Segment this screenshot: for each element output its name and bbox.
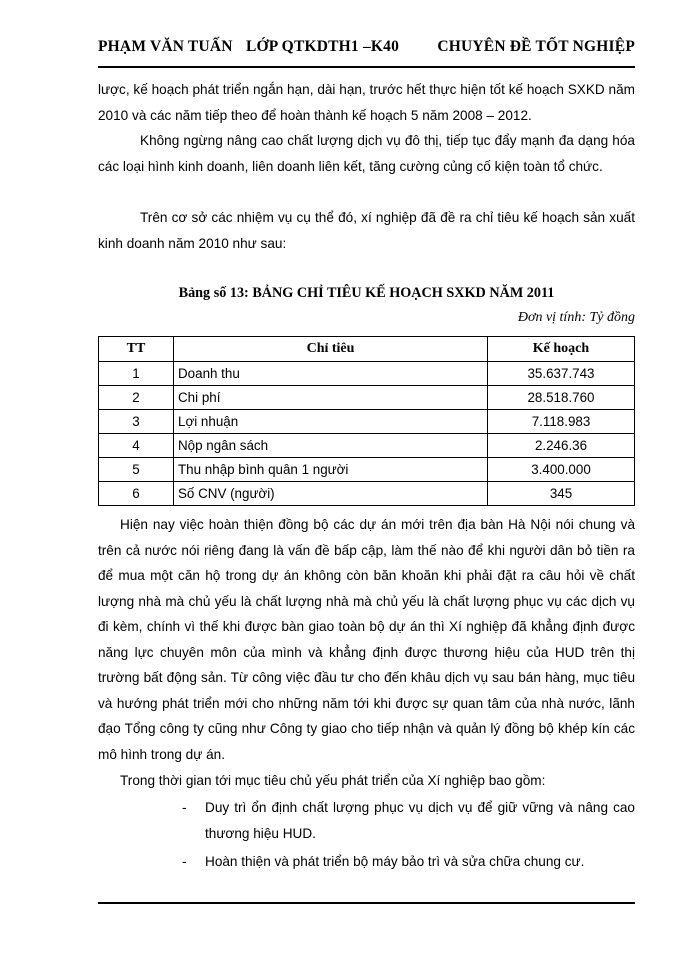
row-value: 3.400.000 [488, 458, 635, 482]
paragraph-1: lược, kế hoạch phát triển ngắn hạn, dài hạn, trước hết thực hiện tốt kế hoạch SXKD năm 2010 và các năm tiếp theo để hoàn thành kế hoạch 5 năm 2008 – 2012. [98, 82, 635, 123]
row-name: Chi phí [174, 386, 488, 410]
bullet-item-1 [98, 795, 635, 847]
bullet-text: Duy trì ổn định chất lượng phục vụ dịch vụ để giữ vững và nâng cao thương hiệu HUD. [205, 800, 635, 841]
table-row [99, 410, 635, 434]
row-value: 345 [488, 482, 635, 506]
header-doc-type: CHUYÊN ĐỀ TỐT NGHIỆP [437, 38, 635, 55]
table-row [99, 482, 635, 506]
bullet-dash: - [182, 854, 187, 869]
footer-rule [98, 902, 635, 904]
row-value: 35.637.743 [488, 362, 635, 386]
bullet-text: Hoàn thiện và phát triển bộ máy bảo trì và sửa chữa chung cư. [205, 854, 585, 869]
header-tt: TT [99, 337, 174, 362]
paragraph-3: Trên cơ sở các nhiệm vụ cụ thể đó, xí nghiệp đã đề ra chỉ tiêu kế hoạch sản xuất kinh doanh năm 2010 như sau: [98, 210, 635, 251]
table-row [99, 434, 635, 458]
page-header [98, 38, 635, 66]
header-chi-tieu: Chỉ tiêu [174, 337, 488, 362]
row-tt: 5 [99, 458, 174, 482]
row-value: 7.118.983 [488, 410, 635, 434]
paragraph-2: Không ngừng nâng cao chất lượng dịch vụ đô thị, tiếp tục đẩy mạnh đa dạng hóa các loại hình kinh doanh, liên doanh liên kết, tăng cường củng cố kiện toàn tổ chức. [98, 133, 635, 174]
row-name: Nộp ngân sách [174, 434, 488, 458]
header-rule [98, 66, 635, 68]
row-tt: 2 [99, 386, 174, 410]
row-tt: 3 [99, 410, 174, 434]
plan-table [98, 336, 635, 506]
bullet-dash: - [182, 800, 187, 815]
row-tt: 6 [99, 482, 174, 506]
table-caption: Bảng số 13: BẢNG CHỈ TIÊU KẾ HOẠCH SXKD NĂM 2011 [178, 285, 555, 301]
row-name: Doanh thu [174, 362, 488, 386]
row-tt: 1 [99, 362, 174, 386]
row-name: Số CNV (người) [174, 482, 488, 506]
header-ke-hoach: Kế hoạch [488, 337, 635, 362]
row-name: Thu nhập bình quân 1 người [174, 458, 488, 482]
row-value: 2.246.36 [488, 434, 635, 458]
paragraph-4: Hiện nay việc hoàn thiện đồng bộ các dự án mới trên địa bàn Hà Nội nói chung và trên cả nước nói riêng đang là vấn đề bấp cập, làm thế nào để khi người dân bỏ tiền ra để mua một căn hộ trong dự án không còn băn khoăn khi phải đặt ra câu hỏi về chất lượng nhà mà chủ yếu là chất lượng nhà mà chủ yếu là chất lượng phục vụ các dịch vụ đi kèm, chính vì thế khi được bàn giao toàn bộ dự án thì Xí nghiệp đã khẳng định được năng lực chuyên môn của mình và khẳng định được thương hiệu của HUD trên thị trường bất động sản. Từ công việc đầu tư cho đến khâu dịch vụ sau bán hàng, mục tiêu và hướng phát triển mới cho những năm tới khi được sự quan tâm của nhà nước, lãnh đạo Tổng công ty cũng như Công ty giao cho tiếp nhận và quản lý đồng bộ khép kín các mô hình trong dự án. [98, 517, 635, 762]
header-class: LỚP QTKDTH1 –K40 [246, 38, 400, 55]
table-header-row [99, 337, 635, 362]
table-unit: Đơn vị tính: Tỷ đồng [517, 310, 635, 325]
row-value: 28.518.760 [488, 386, 635, 410]
row-name: Lợi nhuận [174, 410, 488, 434]
table-row [99, 386, 635, 410]
bullet-item-2 [98, 849, 635, 875]
table-row [99, 458, 635, 482]
header-author: PHẠM VĂN TUẤN [98, 38, 233, 55]
row-tt: 4 [99, 434, 174, 458]
paragraph-5: Trong thời gian tới mục tiêu chủ yếu phát triển của Xí nghiệp bao gồm: [120, 773, 546, 788]
table-row [99, 362, 635, 386]
